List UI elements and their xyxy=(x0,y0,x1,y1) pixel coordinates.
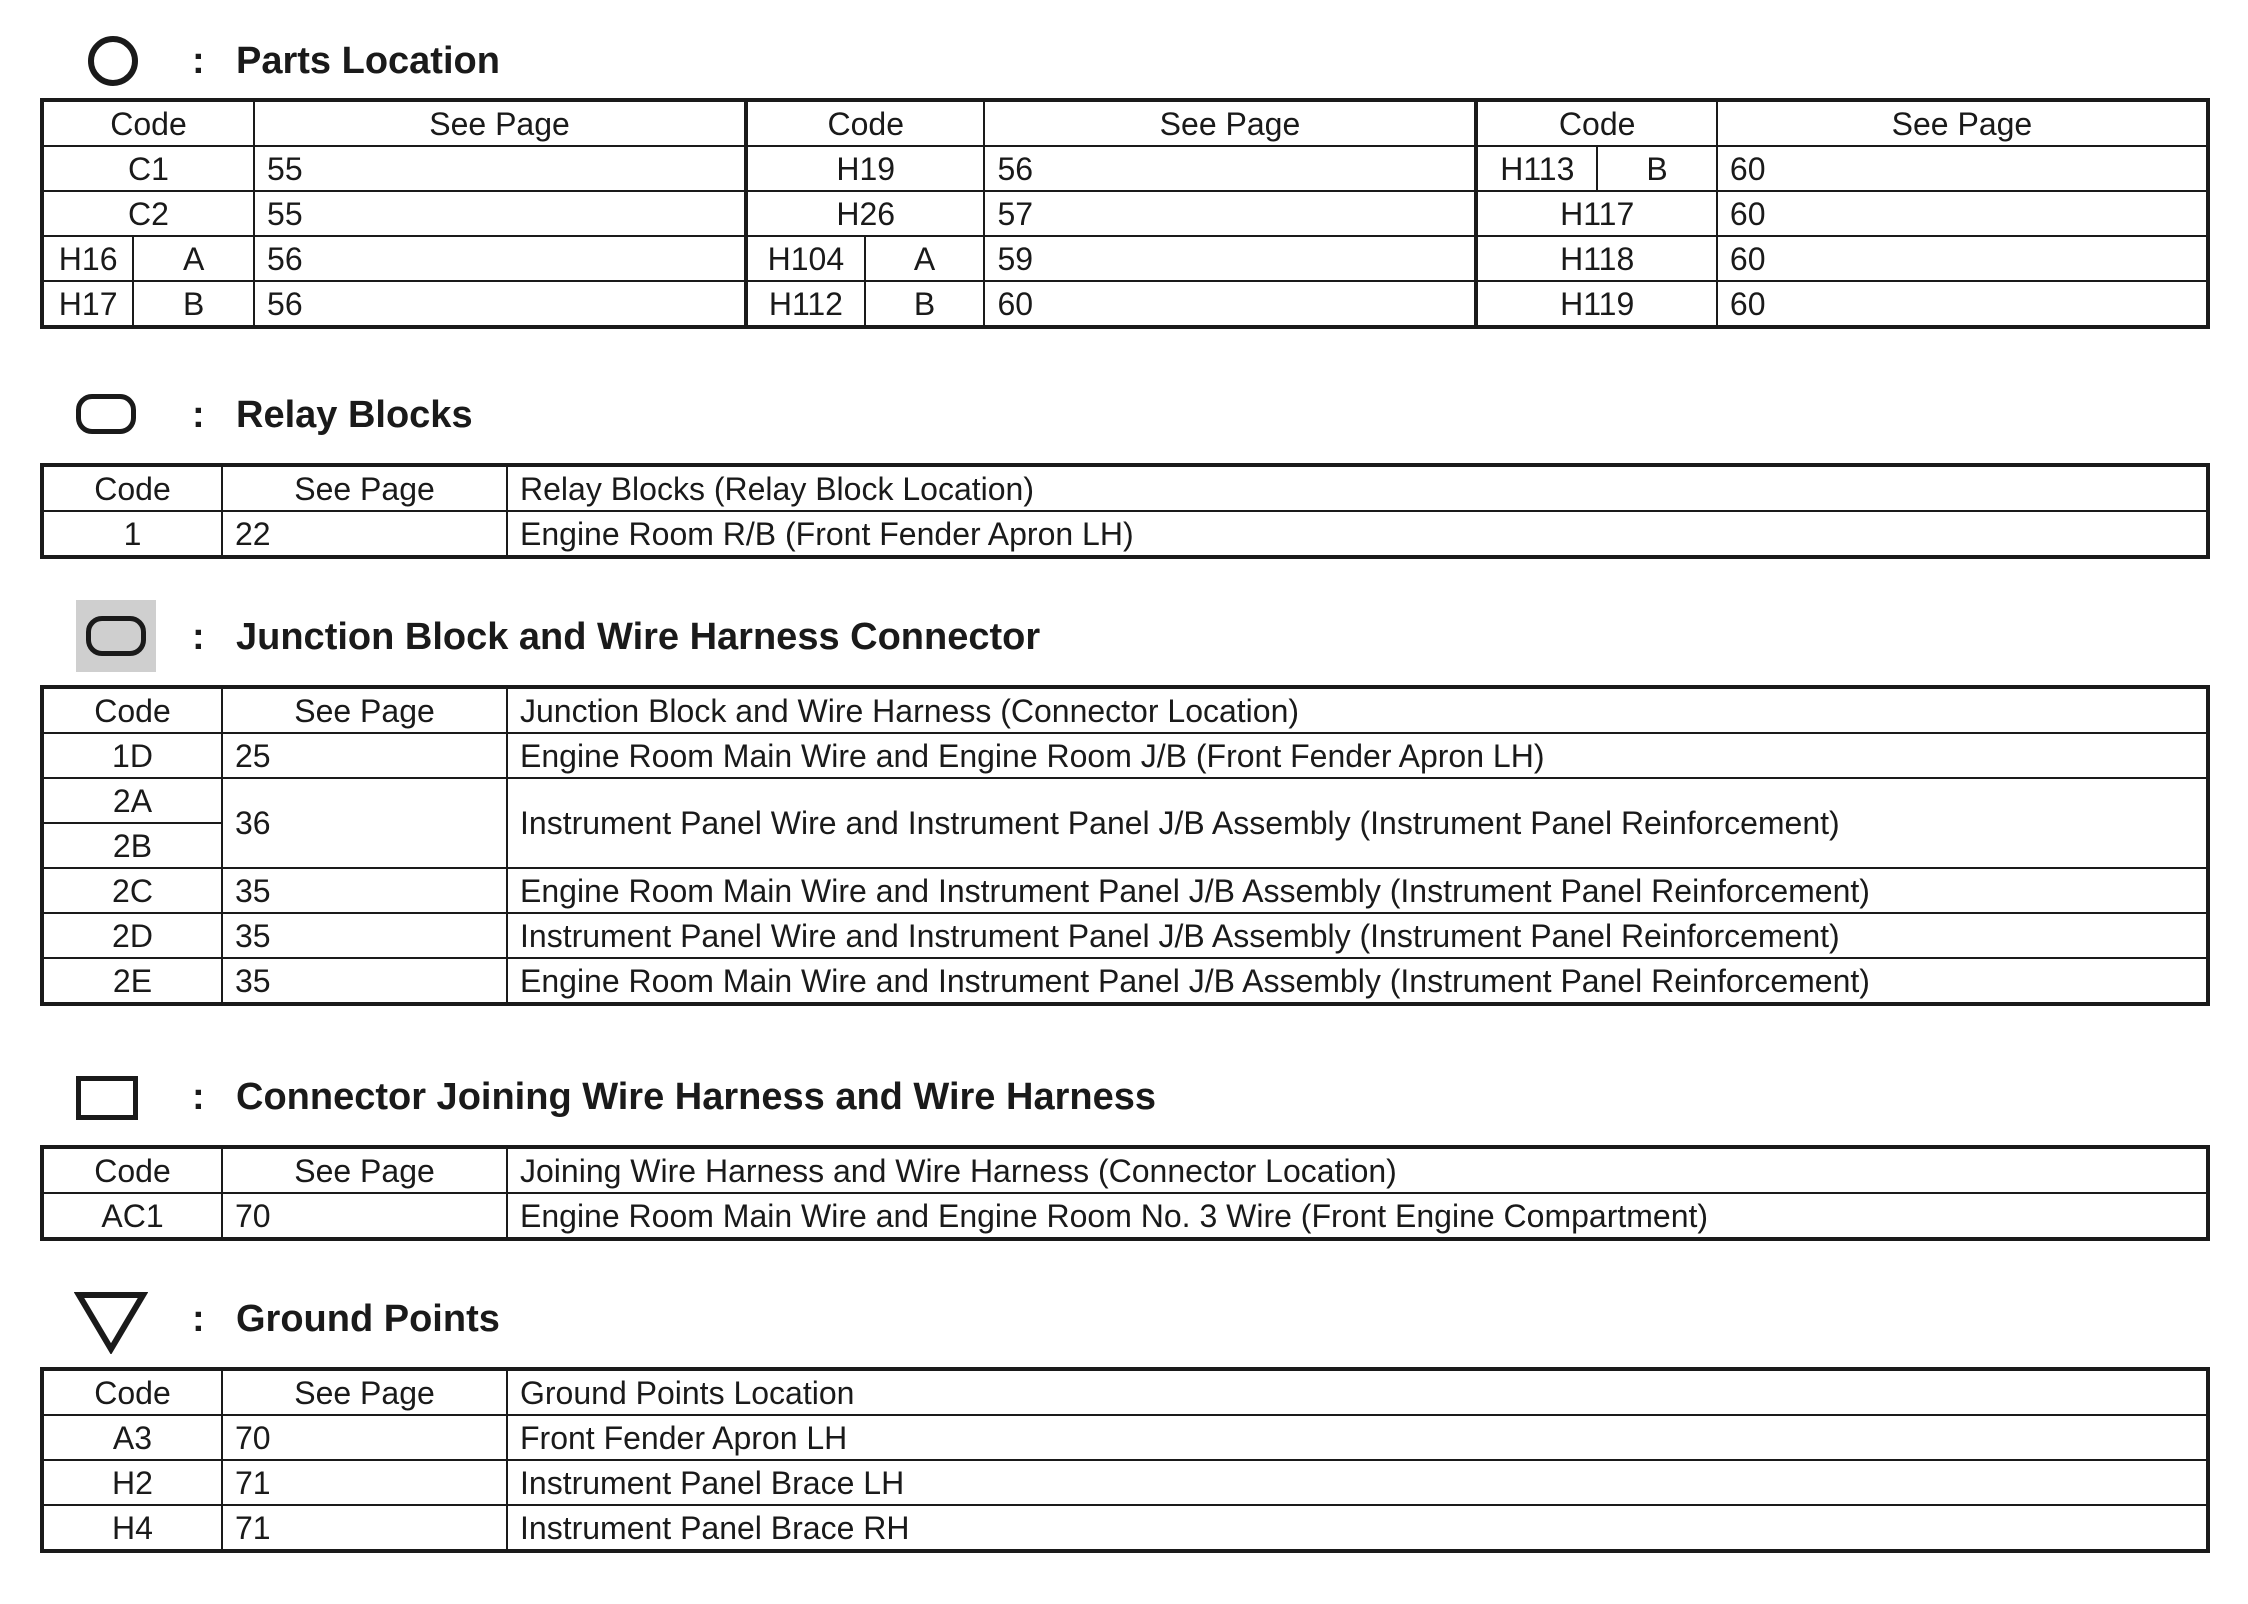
parts-location-table xyxy=(40,98,2210,329)
description-cell: Instrument Panel Brace RH xyxy=(507,1505,2208,1551)
code-cell: H16 xyxy=(42,236,133,281)
page-cell: 57 xyxy=(984,191,1476,236)
column-header-code: Code xyxy=(42,687,222,733)
junction-block-heading xyxy=(0,598,2248,678)
heading-colon: : xyxy=(192,40,205,82)
down-triangle-icon xyxy=(74,1290,148,1354)
page-cell: 60 xyxy=(1717,191,2208,236)
sub-code-cell: B xyxy=(133,281,254,327)
column-header-description: Junction Block and Wire Harness (Connector Location) xyxy=(507,687,2208,733)
code-cell: 2E xyxy=(42,958,222,1004)
relay-blocks-heading xyxy=(0,376,2248,456)
column-header-see-page: See Page xyxy=(254,100,746,146)
ground-points-table xyxy=(40,1367,2210,1553)
table-header-row xyxy=(42,1147,2208,1193)
table-row xyxy=(42,868,2208,913)
code-cell: H113 xyxy=(1476,146,1597,191)
connector-joining-heading xyxy=(0,1058,2248,1138)
code-cell: C1 xyxy=(42,146,254,191)
table-row xyxy=(42,913,2208,958)
code-cell: 1 xyxy=(42,511,222,557)
code-cell: H4 xyxy=(42,1505,222,1551)
column-header-code: Code xyxy=(42,100,254,146)
column-header-see-page: See Page xyxy=(222,687,507,733)
code-cell: C2 xyxy=(42,191,254,236)
table-header-row xyxy=(42,687,2208,733)
sub-code-cell: A xyxy=(133,236,254,281)
page-cell: 36 xyxy=(222,778,507,868)
code-cell: H17 xyxy=(42,281,133,327)
code-cell: 2C xyxy=(42,868,222,913)
table-row xyxy=(42,1460,2208,1505)
code-cell: 2B xyxy=(42,823,222,868)
column-header-see-page: See Page xyxy=(222,1369,507,1415)
sub-code-cell: B xyxy=(1597,146,1717,191)
heading-colon: : xyxy=(192,1076,205,1118)
page-cell: 70 xyxy=(222,1193,507,1239)
column-header-description: Relay Blocks (Relay Block Location) xyxy=(507,465,2208,511)
shaded-rounded-rectangle-icon xyxy=(76,600,156,672)
table-header-row xyxy=(42,1369,2208,1415)
page-cell: 35 xyxy=(222,913,507,958)
column-header-see-page: See Page xyxy=(984,100,1476,146)
code-cell: H26 xyxy=(746,191,984,236)
description-cell: Front Fender Apron LH xyxy=(507,1415,2208,1460)
column-header-code: Code xyxy=(42,465,222,511)
column-header-description: Ground Points Location xyxy=(507,1369,2208,1415)
section-title: Relay Blocks xyxy=(236,394,473,436)
page-cell: 35 xyxy=(222,868,507,913)
page-cell: 59 xyxy=(984,236,1476,281)
column-header-code: Code xyxy=(42,1147,222,1193)
table-row xyxy=(42,733,2208,778)
column-header-see-page: See Page xyxy=(1717,100,2208,146)
table-row xyxy=(42,1193,2208,1239)
column-header-description: Joining Wire Harness and Wire Harness (Connector Location) xyxy=(507,1147,2208,1193)
rectangle-icon xyxy=(76,1076,138,1120)
page-cell: 56 xyxy=(254,281,746,327)
description-cell: Engine Room R/B (Front Fender Apron LH) xyxy=(507,511,2208,557)
code-cell: H2 xyxy=(42,1460,222,1505)
heading-colon: : xyxy=(192,616,205,658)
table-row xyxy=(42,146,2208,191)
code-cell: A3 xyxy=(42,1415,222,1460)
section-title: Junction Block and Wire Harness Connector xyxy=(236,616,1041,658)
code-cell: 2D xyxy=(42,913,222,958)
description-cell: Engine Room Main Wire and Instrument Panel J/B Assembly (Instrument Panel Reinforcement) xyxy=(507,868,2208,913)
table-row xyxy=(42,958,2208,1004)
page-cell: 71 xyxy=(222,1505,507,1551)
table-row xyxy=(42,236,2208,281)
section-title: Connector Joining Wire Harness and Wire Harness xyxy=(236,1076,1156,1118)
table-row xyxy=(42,191,2208,236)
code-cell: H112 xyxy=(746,281,865,327)
circle-icon xyxy=(88,36,138,86)
page-cell: 25 xyxy=(222,733,507,778)
sub-code-cell: B xyxy=(865,281,985,327)
parts-location-heading xyxy=(0,20,2248,100)
description-cell: Instrument Panel Brace LH xyxy=(507,1460,2208,1505)
table-row xyxy=(42,511,2208,557)
heading-colon: : xyxy=(192,1298,205,1340)
section-title: Parts Location xyxy=(236,40,500,82)
table-row xyxy=(42,1415,2208,1460)
column-header-code: Code xyxy=(1476,100,1716,146)
page-cell: 70 xyxy=(222,1415,507,1460)
column-header-see-page: See Page xyxy=(222,1147,507,1193)
column-header-code: Code xyxy=(746,100,984,146)
page-cell: 60 xyxy=(984,281,1476,327)
description-cell: Engine Room Main Wire and Engine Room J/B (Front Fender Apron LH) xyxy=(507,733,2208,778)
table-header-row xyxy=(42,100,2208,146)
column-header-code: Code xyxy=(42,1369,222,1415)
ground-points-heading xyxy=(0,1280,2248,1360)
code-cell: H117 xyxy=(1476,191,1716,236)
sub-code-cell: A xyxy=(865,236,985,281)
code-cell: AC1 xyxy=(42,1193,222,1239)
code-cell: H119 xyxy=(1476,281,1716,327)
code-cell: H104 xyxy=(746,236,865,281)
page-cell: 22 xyxy=(222,511,507,557)
section-title: Ground Points xyxy=(236,1298,500,1340)
table-row xyxy=(42,778,2208,823)
code-cell: H118 xyxy=(1476,236,1716,281)
table-row xyxy=(42,1505,2208,1551)
page-cell: 56 xyxy=(984,146,1476,191)
rounded-rectangle-icon xyxy=(76,394,136,434)
code-cell: 1D xyxy=(42,733,222,778)
table-row xyxy=(42,281,2208,327)
description-cell: Engine Room Main Wire and Instrument Panel J/B Assembly (Instrument Panel Reinforcement) xyxy=(507,958,2208,1004)
page-cell: 60 xyxy=(1717,146,2208,191)
page-cell: 60 xyxy=(1717,236,2208,281)
page-cell: 55 xyxy=(254,191,746,236)
heading-colon: : xyxy=(192,394,205,436)
connector-joining-table xyxy=(40,1145,2210,1241)
page-cell: 55 xyxy=(254,146,746,191)
description-cell: Engine Room Main Wire and Engine Room No. 3 Wire (Front Engine Compartment) xyxy=(507,1193,2208,1239)
description-cell: Instrument Panel Wire and Instrument Panel J/B Assembly (Instrument Panel Reinforcement) xyxy=(507,913,2208,958)
description-cell: Instrument Panel Wire and Instrument Panel J/B Assembly (Instrument Panel Reinforcement) xyxy=(507,778,2208,868)
relay-blocks-table xyxy=(40,463,2210,559)
page-cell: 35 xyxy=(222,958,507,1004)
junction-block-table xyxy=(40,685,2210,1006)
code-cell: H19 xyxy=(746,146,984,191)
column-header-see-page: See Page xyxy=(222,465,507,511)
page-cell: 60 xyxy=(1717,281,2208,327)
page-cell: 56 xyxy=(254,236,746,281)
page-cell: 71 xyxy=(222,1460,507,1505)
code-cell: 2A xyxy=(42,778,222,823)
table-header-row xyxy=(42,465,2208,511)
